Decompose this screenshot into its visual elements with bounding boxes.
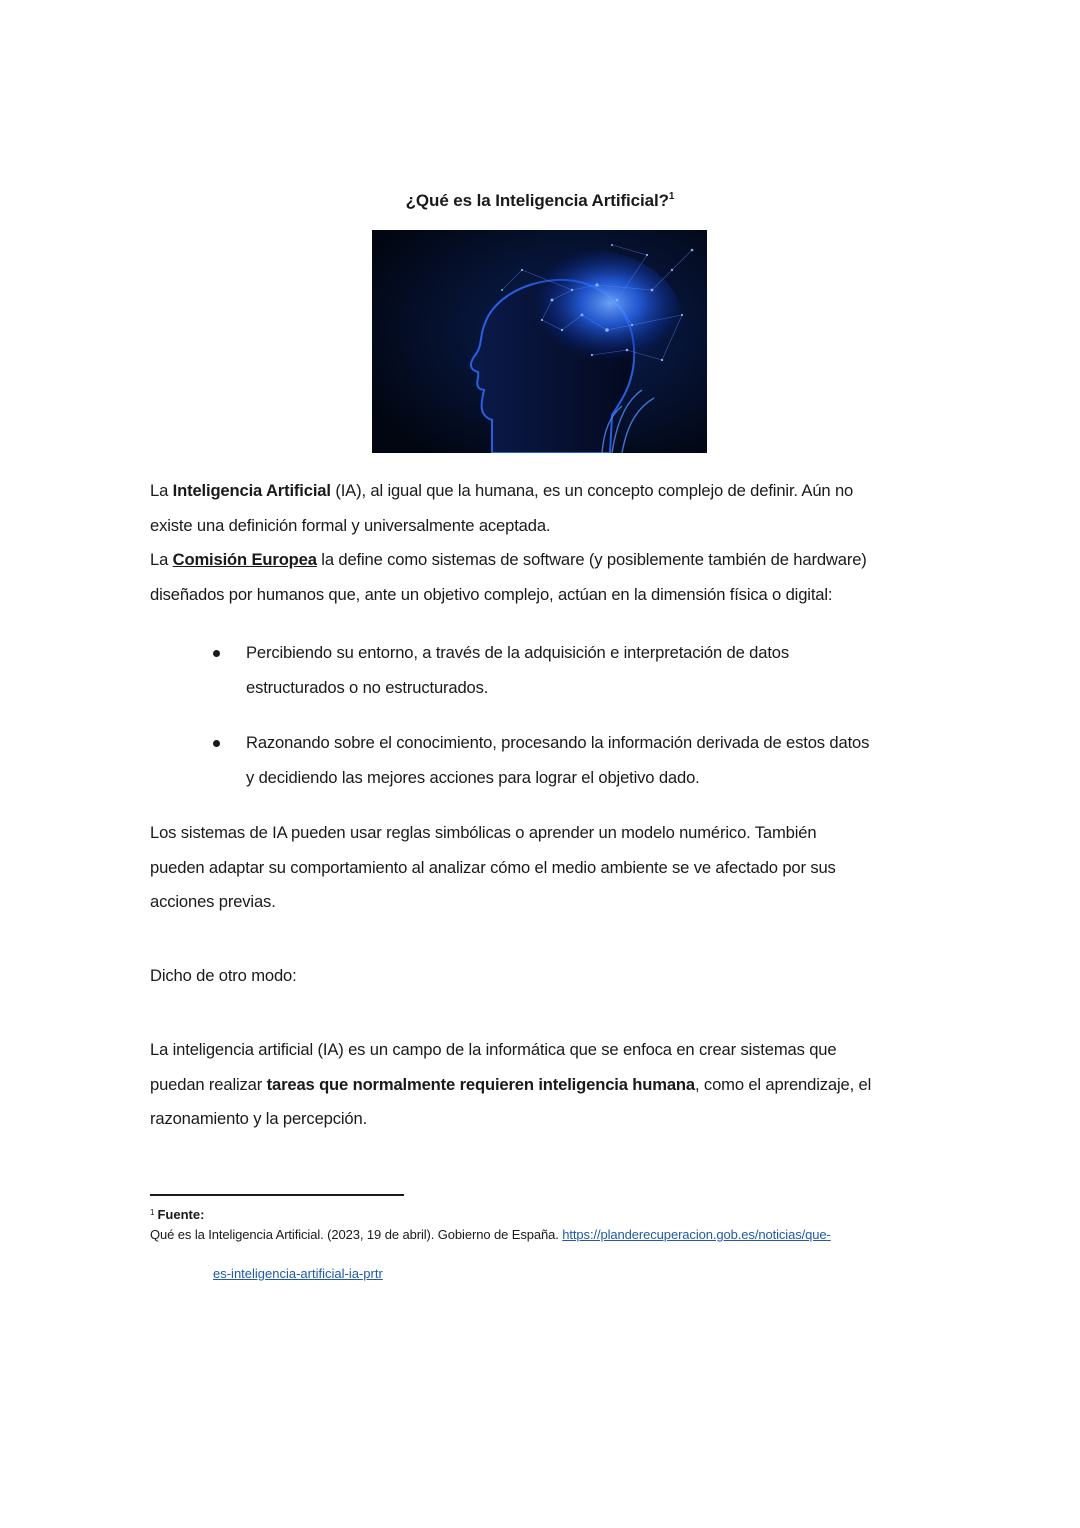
bullet2-line2: y decidiendo las mejores acciones para lograr el objetivo dado.	[246, 767, 700, 787]
paragraph-ia-systems	[150, 816, 940, 920]
ai-brain-head-image	[372, 230, 707, 453]
bullet1-line1: Percibiendo su entorno, a través de la adquisición e interpretación de datos	[246, 643, 790, 662]
p3-line2: pueden adaptar su comportamiento al analizar cómo el medio ambiente se ve afectado por sus	[150, 857, 836, 877]
footnote-reference[interactable]: 1	[668, 191, 675, 202]
p5-line2-before: puedan realizar	[150, 1074, 267, 1094]
footnote-citation	[150, 1226, 831, 1244]
p2-line2: diseñados por humanos que, ante un objetivo complejo, actúan en la dimensión física o digital:	[150, 584, 833, 604]
footnote-url-link-cont[interactable]: es-inteligencia-artificial-ia-prtr	[213, 1266, 383, 1281]
list-item	[246, 636, 946, 705]
bullet2-line1: Razonando sobre el conocimiento, procesando la información derivada de estos datos	[246, 733, 870, 752]
paragraph-in-other-words	[150, 959, 940, 994]
p3-line3: acciones previas.	[150, 892, 276, 911]
footnote-separator	[150, 1194, 404, 1196]
bullet-dot-icon	[213, 650, 220, 657]
p5-bold-phrase: tareas que normalmente requieren inteligencia humana	[266, 1074, 695, 1094]
p2-before: La	[150, 550, 173, 569]
ai-brain-illustration	[372, 230, 707, 453]
footnote-number: 1	[150, 1208, 155, 1217]
footnote-heading	[150, 1206, 204, 1224]
p1-bold-term: Inteligencia Artificial	[172, 481, 331, 500]
footnote-url-link[interactable]: https://planderecuperacion.gob.es/noticias/que-	[562, 1227, 831, 1242]
paragraph-definition	[150, 474, 940, 543]
p5-line1: La inteligencia artificial (IA) es un campo de la informática que se enfoca en crear sistemas que	[150, 1040, 837, 1059]
footnote-citation-text: Qué es la Inteligencia Artificial. (2023, 19 de abril). Gobierno de España.	[150, 1227, 563, 1242]
bullet-dot-icon	[213, 740, 220, 747]
footnote-url-continued	[213, 1265, 383, 1283]
footnote-label: Fuente:	[157, 1207, 205, 1222]
paragraph-summary	[150, 1033, 940, 1137]
p4-text: Dicho de otro modo:	[150, 966, 297, 985]
p1-line1-rest: (IA), al igual que la humana, es un concepto complejo de definir. Aún no	[330, 481, 854, 500]
p3-line1: Los sistemas de IA pueden usar reglas simbólicas o aprender un modelo numérico. También	[150, 823, 817, 842]
list-item	[246, 726, 946, 795]
p5-line3: razonamiento y la percepción.	[150, 1109, 368, 1128]
p2-line1-rest: la define como sistemas de software (y posiblemente también de hardware)	[316, 550, 867, 569]
p5-line2-after: , como el aprendizaje, el	[695, 1074, 872, 1094]
p1-line2: existe una definición formal y universalmente aceptada.	[150, 515, 551, 535]
comision-europea-link[interactable]: Comisión Europea	[172, 550, 317, 569]
p1-before: La	[150, 481, 173, 500]
page-title	[0, 191, 1080, 211]
bullet1-line2: estructurados o no estructurados.	[246, 677, 489, 697]
paragraph-eu-definition	[150, 543, 940, 612]
title-text: ¿Qué es la Inteligencia Artificial?	[405, 191, 669, 210]
